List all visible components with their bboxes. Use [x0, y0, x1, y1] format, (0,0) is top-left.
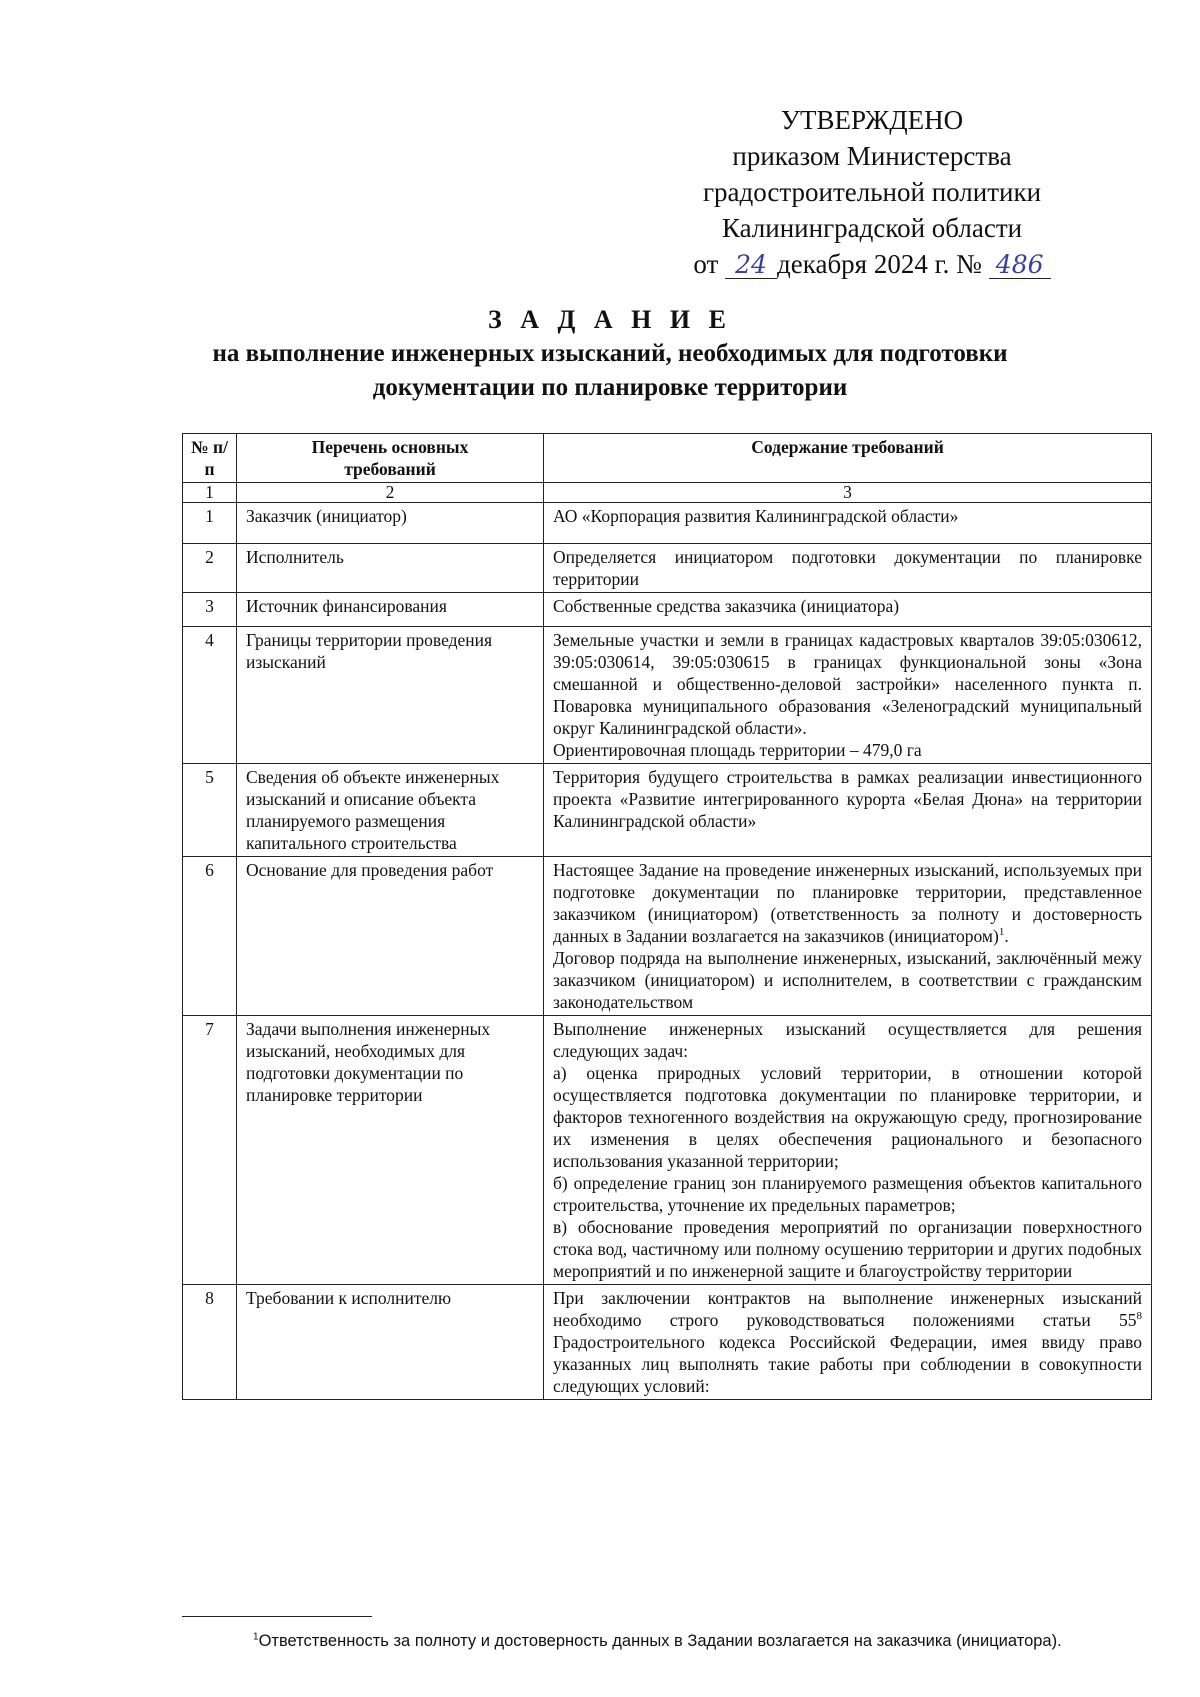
content-paragraph: [553, 859, 1142, 947]
document-title-block: [180, 303, 1040, 405]
index-cell: 2: [237, 483, 544, 503]
content-paragraph: [553, 1287, 1142, 1397]
content-paragraph: Территория будущего строительства в рамках реализации инвестиционного проекта «Развитие интегрированного курорта «Белая Дюна» на территории Калининградской области»: [553, 767, 1142, 831]
approval-line-3: Калининградской области: [721, 213, 1023, 243]
content-paragraph: Выполнение инженерных изысканий осуществляется для решения следующих задач:: [553, 1019, 1142, 1061]
table-header-row: [183, 434, 1152, 483]
header-content: Содержание требований: [544, 434, 1152, 483]
content-paragraph: Собственные средства заказчика (инициатора): [553, 596, 900, 616]
approval-date-line: [662, 246, 1082, 282]
row-requirement: Границы территории проведения изысканий: [237, 627, 544, 764]
row-content: [544, 764, 1152, 857]
row-content: [544, 627, 1152, 764]
table-row: [183, 593, 1152, 627]
row-content: [544, 1285, 1152, 1400]
approval-line-1: приказом Министерства: [732, 141, 1012, 171]
row-number: 7: [183, 1016, 237, 1285]
row-requirement: Задачи выполнения инженерных изысканий, необходимых для подготовки документации по планировке территории: [237, 1016, 544, 1285]
footnote: [253, 1630, 1153, 1652]
table-row: [183, 857, 1152, 1016]
row-requirement: Требовании к исполнителю: [237, 1285, 544, 1400]
approval-line-2: градостроительной политики: [702, 177, 1042, 207]
row-content: [544, 544, 1152, 593]
footnote-mark: 1: [253, 1631, 259, 1643]
row-content: [544, 593, 1152, 627]
content-end: .: [1004, 926, 1009, 946]
content-paragraph: а) оценка природных условий территории, в отношении которой осуществляется подготовка документации по планировке территории, и факторов техногенного воздействия на окружающую среду, прогнозирование их изменения в целях обеспечения рационального и безопасного использования указанной территории;: [553, 1063, 1142, 1171]
handwritten-day: 24: [725, 252, 777, 279]
content-text: Настоящее Задание на проведение инженерных изысканий, используемых при подготовке документации по планировке территории, представленное заказчиком (инициатором) (ответственность за полноту и достоверность данных в Задании возлагается на заказчиков (инициатором): [553, 860, 1142, 946]
row-number: 4: [183, 627, 237, 764]
row-requirement: Источник финансирования: [237, 593, 544, 627]
index-cell: 1: [183, 483, 237, 503]
row-content: [544, 857, 1152, 1016]
document-title: З А Д А Н И Е: [488, 305, 732, 334]
row-content: [544, 503, 1152, 544]
date-rest: декабря 2024 г. №: [777, 249, 982, 279]
index-cell: 3: [544, 483, 1152, 503]
row-number: 5: [183, 764, 237, 857]
row-requirement: Сведения об объекте инженерных изысканий и описание объекта планируемого размещения капитального строительства: [237, 764, 544, 857]
header-num: № п/п: [183, 434, 237, 483]
content-paragraph: в) обоснование проведения мероприятий по организации поверхностного стока вод, частичному или полному осушению территории и других подобных мероприятий и по инженерной защите и благоустройству территории: [553, 1217, 1142, 1281]
content-paragraph: Договор подряда на выполнение инженерных, изысканий, заключённый межу заказчиком (инициатором) и исполнителем, в соответствии с гражданским законодательством: [553, 948, 1142, 1012]
content-text: Градостроительного кодекса Российской Федерации, имея ввиду право указанных лиц выполнять такие работы при соблюдении в совокупности следующих условий:: [553, 1332, 1142, 1396]
table-row: [183, 544, 1152, 593]
row-number: 8: [183, 1285, 237, 1400]
table-row: [183, 764, 1152, 857]
header-requirement: Перечень основных требований: [237, 434, 544, 483]
approval-stamp-block: [662, 102, 1082, 282]
row-requirement: Основание для проведения работ: [237, 857, 544, 1016]
row-number: 3: [183, 593, 237, 627]
content-paragraph: Определяется инициатором подготовки документации по планировке территории: [553, 547, 1142, 589]
footnote-separator: [182, 1616, 372, 1617]
footnote-text: Ответственность за полноту и достоверность данных в Задании возлагается на заказчика (инициатора).: [258, 1632, 1062, 1650]
date-prefix: от: [693, 249, 719, 279]
document-subtitle-line-2: документации по планировке территории: [372, 374, 848, 401]
footnote-mark: 1: [998, 926, 1005, 939]
approval-title: УТВЕРЖДЕНО: [780, 105, 964, 135]
row-content: [544, 1016, 1152, 1285]
row-requirement: Заказчик (инициатор): [237, 503, 544, 544]
document-subtitle-line-1: на выполнение инженерных изысканий, необходимых для подготовки: [212, 340, 1008, 367]
content-paragraph: б) определение границ зон планируемого размещения объектов капитального строительства, уточнение их предельных параметров;: [553, 1173, 1142, 1215]
requirements-table: [182, 433, 1152, 1400]
table-row: [183, 1016, 1152, 1285]
row-requirement: Исполнитель: [237, 544, 544, 593]
content-text: При заключении контрактов на выполнение инженерных изысканий необходимо строго руководствоваться положениями статьи 55: [553, 1288, 1142, 1330]
content-paragraph: Ориентировочная площадь территории – 479,0 га: [553, 740, 922, 760]
table-index-row: [183, 483, 1152, 503]
table-row: [183, 503, 1152, 544]
content-paragraph: Земельные участки и земли в границах кадастровых кварталов 39:05:030612, 39:05:030614, 39:05:030615 в границах функциональной зоны «Зона смешанной и общественно-деловой застройки» населенного пункта п. Поваровка муниципального образования «Зеленоградский муниципальный округ Калининградской области».: [553, 630, 1142, 738]
table-row: [183, 1285, 1152, 1400]
handwritten-order-number: 486: [989, 252, 1051, 279]
article-superscript: 8: [1136, 1310, 1142, 1323]
table-row: [183, 627, 1152, 764]
row-number: 6: [183, 857, 237, 1016]
row-number: 2: [183, 544, 237, 593]
content-paragraph: АО «Корпорация развития Калининградской области»: [553, 506, 959, 526]
row-number: 1: [183, 503, 237, 544]
